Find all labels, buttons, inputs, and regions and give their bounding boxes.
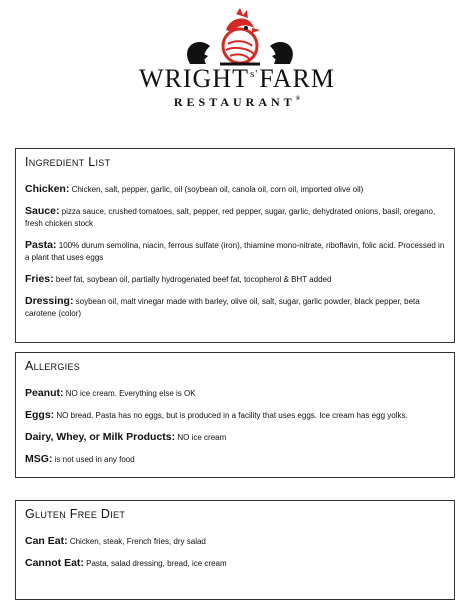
entry-label: Chicken	[25, 183, 66, 195]
entry-text: 100% durum semolina, niacin, ferrous sulfate (iron), thiamine mono-nitrate, riboflavin, folic acid. Processed in a plant that uses eggs	[25, 241, 445, 262]
entry-text: NO ice cream. Everything else is OK	[63, 389, 196, 398]
ingredient-list-title: Ingredient List	[25, 155, 111, 169]
list-item	[25, 431, 446, 444]
entry-sep: :	[53, 239, 57, 251]
entry-text: Chicken, salt, pepper, garlic, oil (soybean oil, canola oil, corn oil, imported olive oil)	[69, 185, 364, 194]
entry-sep: :	[60, 387, 64, 399]
entry-sep: :	[50, 273, 54, 285]
entry-label: Dressing	[25, 295, 70, 307]
ingredient-list-section	[15, 148, 455, 343]
list-item	[25, 409, 446, 422]
brand-name-left: WRIGHT	[138, 64, 249, 93]
entry-label: Fries	[25, 273, 51, 285]
allergies-section	[15, 352, 455, 478]
brand-subtitle-text: RESTAURANT	[173, 95, 296, 109]
list-item	[25, 183, 446, 196]
entry-sep: :	[65, 183, 70, 195]
brand-subtitle	[0, 95, 474, 110]
entry-label: MSG	[25, 453, 49, 465]
list-item	[25, 535, 446, 548]
list-item	[25, 453, 446, 466]
entry-text: Pasta, salad dressing, bread, ice cream	[83, 559, 227, 568]
list-item	[25, 387, 446, 400]
list-item	[25, 295, 446, 320]
entry-text: NO ice cream	[175, 433, 227, 442]
entry-sep: :	[50, 409, 55, 421]
registered-mark: ®	[295, 96, 301, 102]
entry-sep: :	[80, 557, 84, 569]
entry-text: beef fat, soybean oil, partially hydrogenated beef fat, tocopherol & BHT added	[53, 275, 332, 284]
brand-apostrophe: s'	[249, 68, 259, 80]
entry-label: Peanut	[25, 387, 61, 399]
entry-text: is not used in any food	[52, 455, 135, 464]
brand-name	[0, 60, 474, 93]
entry-text: Chicken, steak, French fries, dry salad	[67, 537, 206, 546]
entry-sep: :	[64, 535, 68, 547]
entry-label: Pasta	[25, 239, 54, 251]
list-item	[25, 273, 446, 286]
entry-label: Cannot Eat	[25, 557, 81, 569]
entry-label: Sauce	[25, 205, 56, 217]
brand-name-right: FARM	[259, 64, 336, 93]
entry-sep: :	[69, 295, 74, 307]
gluten-free-section	[15, 500, 455, 600]
entry-label: Eggs	[25, 409, 51, 421]
entry-sep: :	[48, 453, 53, 465]
allergies-title: Allergies	[25, 359, 81, 373]
list-item	[25, 205, 446, 230]
entry-text: pizza sauce, crushed tomatoes, salt, pepper, red pepper, sugar, garlic, dehydrated onions, basil, oregano, fresh chicken stock	[25, 207, 436, 228]
entry-sep: :	[55, 205, 60, 217]
entry-text: NO bread. Pasta has no eggs, but is produced in a facility that uses eggs. Ice cream has egg yolks.	[54, 411, 408, 420]
gluten-free-title: Gluten Free Diet	[25, 507, 126, 521]
entry-label: Can Eat	[25, 535, 65, 547]
list-item	[25, 557, 446, 570]
entry-text: soybean oil, malt vinegar made with barley, olive oil, salt, sugar, garlic powder, black pepper, beta carotene (color)	[25, 297, 420, 318]
entry-label: Dairy, Whey, or Milk Products	[25, 431, 172, 443]
entry-sep: :	[171, 431, 176, 443]
list-item	[25, 239, 446, 264]
